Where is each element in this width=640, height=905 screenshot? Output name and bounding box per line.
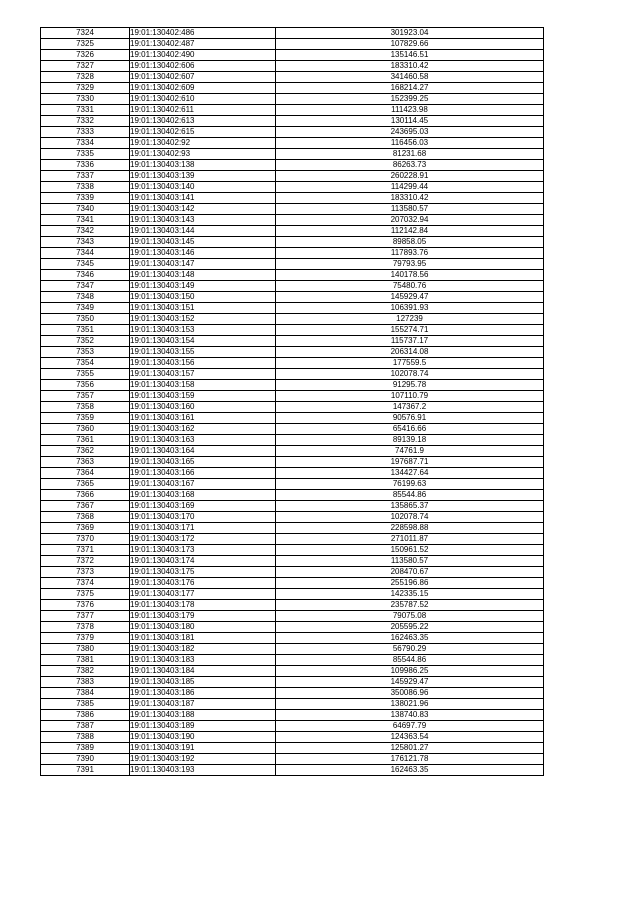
row-number-cell: 7351 — [41, 325, 130, 336]
row-number-cell: 7335 — [41, 149, 130, 160]
table-row — [41, 633, 544, 644]
cadastral-number-cell: 19:01:130403:176 — [130, 578, 276, 589]
row-number-cell: 7327 — [41, 61, 130, 72]
value-cell: 89139.18 — [276, 435, 544, 446]
cadastral-number-cell: 19:01:130403:178 — [130, 600, 276, 611]
value-cell: 168214.27 — [276, 83, 544, 94]
row-number-cell: 7356 — [41, 380, 130, 391]
row-number-cell: 7391 — [41, 765, 130, 776]
table-row — [41, 688, 544, 699]
cadastral-number-cell: 19:01:130402:610 — [130, 94, 276, 105]
row-number-cell: 7369 — [41, 523, 130, 534]
row-number-cell: 7364 — [41, 468, 130, 479]
cadastral-number-cell: 19:01:130403:159 — [130, 391, 276, 402]
row-number-cell: 7370 — [41, 534, 130, 545]
value-cell: 89858.05 — [276, 237, 544, 248]
cadastral-number-cell: 19:01:130402:487 — [130, 39, 276, 50]
row-number-cell: 7349 — [41, 303, 130, 314]
row-number-cell: 7343 — [41, 237, 130, 248]
row-number-cell: 7383 — [41, 677, 130, 688]
cadastral-number-cell: 19:01:130403:184 — [130, 666, 276, 677]
value-cell: 152399.25 — [276, 94, 544, 105]
table-row — [41, 435, 544, 446]
value-cell: 114299.44 — [276, 182, 544, 193]
value-cell: 79075.08 — [276, 611, 544, 622]
value-cell: 150961.52 — [276, 545, 544, 556]
cadastral-number-cell: 19:01:130402:486 — [130, 28, 276, 39]
table-row — [41, 710, 544, 721]
row-number-cell: 7336 — [41, 160, 130, 171]
value-cell: 90576.91 — [276, 413, 544, 424]
row-number-cell: 7381 — [41, 655, 130, 666]
cadastral-number-cell: 19:01:130403:182 — [130, 644, 276, 655]
value-cell: 228598.88 — [276, 523, 544, 534]
table-row — [41, 303, 544, 314]
row-number-cell: 7368 — [41, 512, 130, 523]
value-cell: 79793.95 — [276, 259, 544, 270]
value-cell: 162463.35 — [276, 765, 544, 776]
cadastral-number-cell: 19:01:130403:166 — [130, 468, 276, 479]
row-number-cell: 7331 — [41, 105, 130, 116]
value-cell: 116456.03 — [276, 138, 544, 149]
table-row — [41, 611, 544, 622]
cadastral-number-cell: 19:01:130403:167 — [130, 479, 276, 490]
value-cell: 127239 — [276, 314, 544, 325]
table-row — [41, 721, 544, 732]
cadastral-number-cell: 19:01:130403:146 — [130, 248, 276, 259]
cadastral-number-cell: 19:01:130403:147 — [130, 259, 276, 270]
table-row — [41, 105, 544, 116]
value-cell: 65416.66 — [276, 424, 544, 435]
cadastral-number-cell: 19:01:130403:150 — [130, 292, 276, 303]
table-row — [41, 336, 544, 347]
table-row — [41, 622, 544, 633]
cadastral-number-cell: 19:01:130403:170 — [130, 512, 276, 523]
row-number-cell: 7330 — [41, 94, 130, 105]
table-row — [41, 556, 544, 567]
row-number-cell: 7329 — [41, 83, 130, 94]
row-number-cell: 7333 — [41, 127, 130, 138]
row-number-cell: 7326 — [41, 50, 130, 61]
value-cell: 135146.51 — [276, 50, 544, 61]
table-row — [41, 270, 544, 281]
cadastral-number-cell: 19:01:130403:152 — [130, 314, 276, 325]
cadastral-number-cell: 19:01:130402:615 — [130, 127, 276, 138]
row-number-cell: 7344 — [41, 248, 130, 259]
table-row — [41, 358, 544, 369]
value-cell: 142335.15 — [276, 589, 544, 600]
table-row — [41, 545, 544, 556]
value-cell: 102078.74 — [276, 512, 544, 523]
value-cell: 112142.84 — [276, 226, 544, 237]
table-row — [41, 314, 544, 325]
table-row — [41, 171, 544, 182]
value-cell: 301923.04 — [276, 28, 544, 39]
value-cell: 135865.37 — [276, 501, 544, 512]
table-row — [41, 248, 544, 259]
row-number-cell: 7352 — [41, 336, 130, 347]
cadastral-number-cell: 19:01:130403:191 — [130, 743, 276, 754]
table-row — [41, 116, 544, 127]
cadastral-value-table — [40, 27, 544, 776]
value-cell: 56790.29 — [276, 644, 544, 655]
row-number-cell: 7378 — [41, 622, 130, 633]
cadastral-number-cell: 19:01:130403:188 — [130, 710, 276, 721]
table-row — [41, 292, 544, 303]
row-number-cell: 7324 — [41, 28, 130, 39]
table-row — [41, 138, 544, 149]
table-row — [41, 567, 544, 578]
row-number-cell: 7342 — [41, 226, 130, 237]
row-number-cell: 7373 — [41, 567, 130, 578]
table-row — [41, 380, 544, 391]
value-cell: 176121.78 — [276, 754, 544, 765]
cadastral-number-cell: 19:01:130403:165 — [130, 457, 276, 468]
table-row — [41, 644, 544, 655]
table-row — [41, 237, 544, 248]
value-cell: 145929.47 — [276, 292, 544, 303]
cadastral-number-cell: 19:01:130403:186 — [130, 688, 276, 699]
cadastral-number-cell: 19:01:130402:93 — [130, 149, 276, 160]
cadastral-number-cell: 19:01:130403:161 — [130, 413, 276, 424]
value-cell: 134427.64 — [276, 468, 544, 479]
value-cell: 74761.9 — [276, 446, 544, 457]
cadastral-number-cell: 19:01:130403:174 — [130, 556, 276, 567]
table-row — [41, 28, 544, 39]
table-row — [41, 523, 544, 534]
cadastral-number-cell: 19:01:130403:151 — [130, 303, 276, 314]
value-cell: 260228.91 — [276, 171, 544, 182]
row-number-cell: 7362 — [41, 446, 130, 457]
value-cell: 155274.71 — [276, 325, 544, 336]
value-cell: 107110.79 — [276, 391, 544, 402]
value-cell: 350086.96 — [276, 688, 544, 699]
table-row — [41, 83, 544, 94]
cadastral-number-cell: 19:01:130403:162 — [130, 424, 276, 435]
value-cell: 271011.87 — [276, 534, 544, 545]
row-number-cell: 7350 — [41, 314, 130, 325]
cadastral-number-cell: 19:01:130403:138 — [130, 160, 276, 171]
cadastral-number-cell: 19:01:130403:142 — [130, 204, 276, 215]
value-cell: 197687.71 — [276, 457, 544, 468]
table-row — [41, 413, 544, 424]
cadastral-number-cell: 19:01:130403:171 — [130, 523, 276, 534]
row-number-cell: 7361 — [41, 435, 130, 446]
table-body — [41, 28, 544, 776]
cadastral-number-cell: 19:01:130403:185 — [130, 677, 276, 688]
row-number-cell: 7328 — [41, 72, 130, 83]
table-row — [41, 754, 544, 765]
cadastral-number-cell: 19:01:130403:153 — [130, 325, 276, 336]
cadastral-number-cell: 19:01:130403:187 — [130, 699, 276, 710]
table-row — [41, 732, 544, 743]
row-number-cell: 7338 — [41, 182, 130, 193]
table-row — [41, 182, 544, 193]
value-cell: 86263.73 — [276, 160, 544, 171]
table-row — [41, 666, 544, 677]
cadastral-number-cell: 19:01:130403:145 — [130, 237, 276, 248]
row-number-cell: 7388 — [41, 732, 130, 743]
cadastral-number-cell: 19:01:130403:163 — [130, 435, 276, 446]
value-cell: 111423.98 — [276, 105, 544, 116]
value-cell: 138740.83 — [276, 710, 544, 721]
table-row — [41, 215, 544, 226]
value-cell: 341460.58 — [276, 72, 544, 83]
row-number-cell: 7366 — [41, 490, 130, 501]
table-row — [41, 479, 544, 490]
table-row — [41, 149, 544, 160]
value-cell: 76199.63 — [276, 479, 544, 490]
table-row — [41, 600, 544, 611]
table-row — [41, 259, 544, 270]
value-cell: 85544.86 — [276, 490, 544, 501]
cadastral-number-cell: 19:01:130403:177 — [130, 589, 276, 600]
value-cell: 75480.76 — [276, 281, 544, 292]
row-number-cell: 7384 — [41, 688, 130, 699]
cadastral-number-cell: 19:01:130402:607 — [130, 72, 276, 83]
value-cell: 235787.52 — [276, 600, 544, 611]
row-number-cell: 7340 — [41, 204, 130, 215]
value-cell: 85544.86 — [276, 655, 544, 666]
row-number-cell: 7334 — [41, 138, 130, 149]
table-row — [41, 50, 544, 61]
row-number-cell: 7346 — [41, 270, 130, 281]
row-number-cell: 7377 — [41, 611, 130, 622]
value-cell: 109986.25 — [276, 666, 544, 677]
table-row — [41, 94, 544, 105]
cadastral-number-cell: 19:01:130403:193 — [130, 765, 276, 776]
table-row — [41, 534, 544, 545]
row-number-cell: 7372 — [41, 556, 130, 567]
cadastral-number-cell: 19:01:130403:173 — [130, 545, 276, 556]
value-cell: 147367.2 — [276, 402, 544, 413]
value-cell: 106391.93 — [276, 303, 544, 314]
cadastral-number-cell: 19:01:130403:179 — [130, 611, 276, 622]
cadastral-number-cell: 19:01:130403:158 — [130, 380, 276, 391]
cadastral-number-cell: 19:01:130402:611 — [130, 105, 276, 116]
row-number-cell: 7379 — [41, 633, 130, 644]
value-cell: 102078.74 — [276, 369, 544, 380]
value-cell: 124363.54 — [276, 732, 544, 743]
table-row — [41, 468, 544, 479]
table-row — [41, 490, 544, 501]
row-number-cell: 7390 — [41, 754, 130, 765]
row-number-cell: 7347 — [41, 281, 130, 292]
value-cell: 145929.47 — [276, 677, 544, 688]
table-row — [41, 457, 544, 468]
table-row — [41, 204, 544, 215]
cadastral-number-cell: 19:01:130403:164 — [130, 446, 276, 457]
value-cell: 107829.66 — [276, 39, 544, 50]
row-number-cell: 7374 — [41, 578, 130, 589]
row-number-cell: 7371 — [41, 545, 130, 556]
cadastral-number-cell: 19:01:130403:192 — [130, 754, 276, 765]
cadastral-number-cell: 19:01:130403:189 — [130, 721, 276, 732]
row-number-cell: 7339 — [41, 193, 130, 204]
cadastral-number-cell: 19:01:130402:606 — [130, 61, 276, 72]
table-row — [41, 589, 544, 600]
value-cell: 243695.03 — [276, 127, 544, 138]
cadastral-number-cell: 19:01:130403:155 — [130, 347, 276, 358]
row-number-cell: 7325 — [41, 39, 130, 50]
table-row — [41, 512, 544, 523]
row-number-cell: 7345 — [41, 259, 130, 270]
cadastral-number-cell: 19:01:130403:141 — [130, 193, 276, 204]
table-row — [41, 424, 544, 435]
table-row — [41, 578, 544, 589]
value-cell: 125801.27 — [276, 743, 544, 754]
value-cell: 113580.57 — [276, 556, 544, 567]
value-cell: 117893.76 — [276, 248, 544, 259]
row-number-cell: 7348 — [41, 292, 130, 303]
row-number-cell: 7376 — [41, 600, 130, 611]
table-row — [41, 226, 544, 237]
value-cell: 205595.22 — [276, 622, 544, 633]
row-number-cell: 7385 — [41, 699, 130, 710]
cadastral-number-cell: 19:01:130403:144 — [130, 226, 276, 237]
table-row — [41, 699, 544, 710]
table-row — [41, 281, 544, 292]
table-row — [41, 39, 544, 50]
row-number-cell: 7375 — [41, 589, 130, 600]
table-row — [41, 743, 544, 754]
value-cell: 162463.35 — [276, 633, 544, 644]
value-cell: 138021.96 — [276, 699, 544, 710]
cadastral-number-cell: 19:01:130403:172 — [130, 534, 276, 545]
value-cell: 115737.17 — [276, 336, 544, 347]
row-number-cell: 7355 — [41, 369, 130, 380]
cadastral-number-cell: 19:01:130403:180 — [130, 622, 276, 633]
row-number-cell: 7367 — [41, 501, 130, 512]
row-number-cell: 7387 — [41, 721, 130, 732]
value-cell: 255196.86 — [276, 578, 544, 589]
table-row — [41, 193, 544, 204]
row-number-cell: 7382 — [41, 666, 130, 677]
cadastral-number-cell: 19:01:130403:181 — [130, 633, 276, 644]
cadastral-number-cell: 19:01:130403:139 — [130, 171, 276, 182]
value-cell: 183310.42 — [276, 193, 544, 204]
table-row — [41, 325, 544, 336]
table-row — [41, 72, 544, 83]
value-cell: 183310.42 — [276, 61, 544, 72]
row-number-cell: 7353 — [41, 347, 130, 358]
cadastral-number-cell: 19:01:130403:143 — [130, 215, 276, 226]
cadastral-number-cell: 19:01:130403:156 — [130, 358, 276, 369]
value-cell: 207032.94 — [276, 215, 544, 226]
cadastral-number-cell: 19:01:130402:92 — [130, 138, 276, 149]
row-number-cell: 7359 — [41, 413, 130, 424]
table-row — [41, 369, 544, 380]
table-row — [41, 391, 544, 402]
table-row — [41, 347, 544, 358]
row-number-cell: 7386 — [41, 710, 130, 721]
value-cell: 140178.56 — [276, 270, 544, 281]
cadastral-number-cell: 19:01:130403:169 — [130, 501, 276, 512]
value-cell: 64697.79 — [276, 721, 544, 732]
value-cell: 91295.78 — [276, 380, 544, 391]
cadastral-number-cell: 19:01:130403:148 — [130, 270, 276, 281]
cadastral-number-cell: 19:01:130403:175 — [130, 567, 276, 578]
value-cell: 206314.08 — [276, 347, 544, 358]
row-number-cell: 7380 — [41, 644, 130, 655]
row-number-cell: 7354 — [41, 358, 130, 369]
row-number-cell: 7341 — [41, 215, 130, 226]
value-cell: 208470.67 — [276, 567, 544, 578]
cadastral-number-cell: 19:01:130402:609 — [130, 83, 276, 94]
cadastral-number-cell: 19:01:130402:490 — [130, 50, 276, 61]
cadastral-number-cell: 19:01:130403:157 — [130, 369, 276, 380]
table-row — [41, 446, 544, 457]
row-number-cell: 7365 — [41, 479, 130, 490]
cadastral-number-cell: 19:01:130403:154 — [130, 336, 276, 347]
value-cell: 130114.45 — [276, 116, 544, 127]
cadastral-number-cell: 19:01:130403:160 — [130, 402, 276, 413]
value-cell: 81231.68 — [276, 149, 544, 160]
row-number-cell: 7357 — [41, 391, 130, 402]
table-row — [41, 677, 544, 688]
value-cell: 113580.57 — [276, 204, 544, 215]
row-number-cell: 7363 — [41, 457, 130, 468]
table-row — [41, 501, 544, 512]
row-number-cell: 7360 — [41, 424, 130, 435]
cadastral-number-cell: 19:01:130403:168 — [130, 490, 276, 501]
value-cell: 177559.5 — [276, 358, 544, 369]
cadastral-number-cell: 19:01:130403:183 — [130, 655, 276, 666]
row-number-cell: 7332 — [41, 116, 130, 127]
cadastral-number-cell: 19:01:130403:190 — [130, 732, 276, 743]
table-row — [41, 765, 544, 776]
row-number-cell: 7389 — [41, 743, 130, 754]
cadastral-number-cell: 19:01:130403:149 — [130, 281, 276, 292]
table-row — [41, 655, 544, 666]
cadastral-number-cell: 19:01:130403:140 — [130, 182, 276, 193]
table-row — [41, 160, 544, 171]
table-row — [41, 402, 544, 413]
table-row — [41, 127, 544, 138]
row-number-cell: 7358 — [41, 402, 130, 413]
table-row — [41, 61, 544, 72]
row-number-cell: 7337 — [41, 171, 130, 182]
cadastral-number-cell: 19:01:130402:613 — [130, 116, 276, 127]
